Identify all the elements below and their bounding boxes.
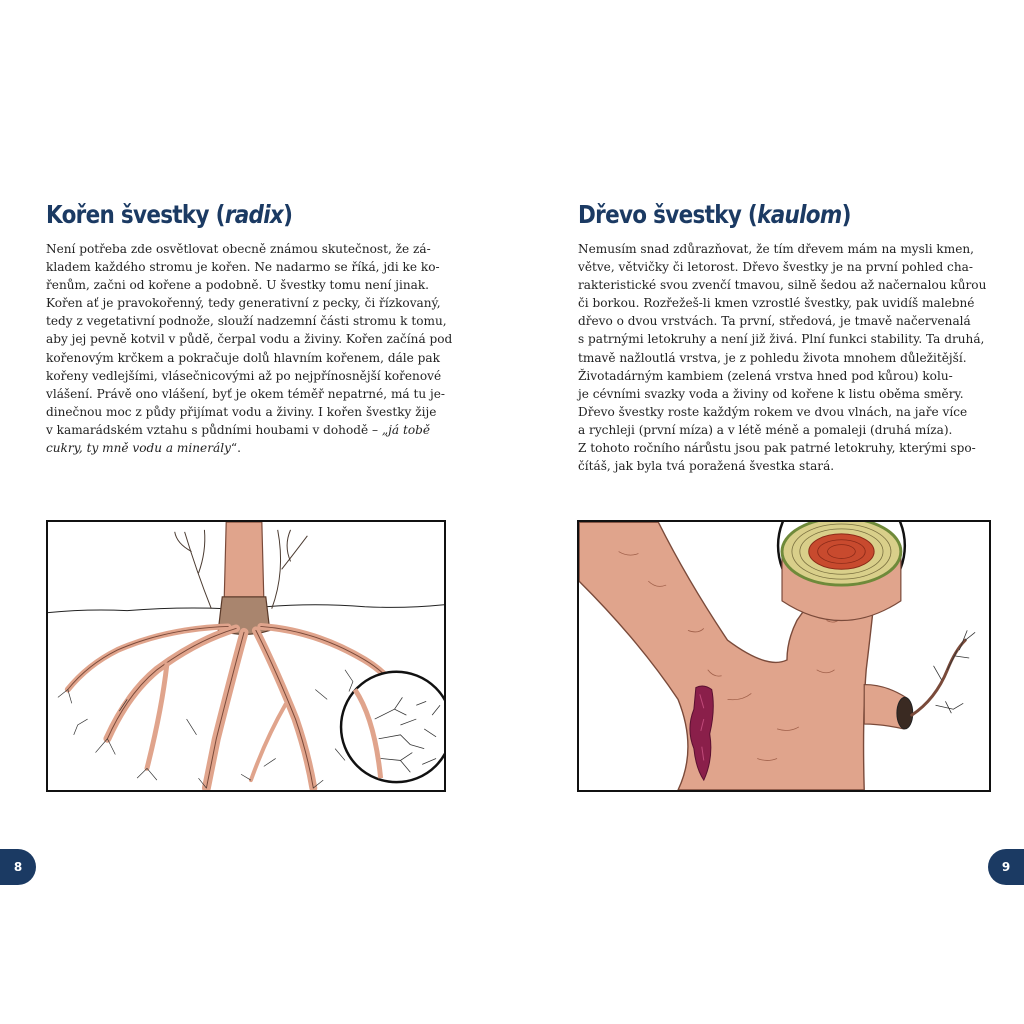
plum-root-system-drawing	[48, 522, 444, 790]
paragraph-line: dřevo o dvou vrstvách. Ta první, středová, je tmavě načervenalá	[578, 314, 971, 329]
paragraph-line: větve, větvičky či letorost. Dřevo švestky je na první pohled cha-	[578, 260, 973, 275]
heading-latin: kaulom	[757, 200, 842, 229]
paragraph-line: v kamarádském vztahu s půdními houbami v dohodě –	[46, 422, 382, 437]
heading-text: Dřevo švestky (	[578, 200, 758, 229]
page-number-tab: 8	[0, 849, 36, 885]
paragraph-line: Nemusím snad zdůrazňovat, že tím dřevem mám na mysli kmen,	[578, 242, 974, 256]
paragraph-quote-end: cukry, ty mně vodu a minerály	[46, 441, 231, 456]
page-left-paragraph	[46, 240, 453, 457]
paragraph-line: Kořen ať je pravokořenný, tedy generativní z pecky, či řízkovaný,	[46, 296, 441, 311]
paragraph-line: Dřevo švestky roste každým rokem ve dvou vlnách, na jaře více	[578, 404, 968, 419]
trunk-illustration	[577, 520, 991, 792]
paragraph-line: dinečnou moc z půdy přijímat vodu a živiny. I kořen švestky žije	[46, 404, 437, 419]
paragraph-quote-start: „já tobě	[381, 422, 430, 437]
paragraph-line: s patrnými letokruhy a není již živá. Plní funkci stability. Ta druhá,	[578, 332, 985, 347]
paragraph-line: řenům, začni od kořene a podobně. U švestky tomu není jinak.	[46, 278, 429, 293]
heading-latin: radix	[224, 200, 284, 229]
paragraph-line: kladem každého stromu je kořen. Ne nadarmo se říká, jdi ke ko-	[46, 260, 440, 275]
paragraph-line: kořeny vedlejšími, vlásečnicovými až po nejpřínosnější kořenové	[46, 368, 442, 383]
paragraph-line-quote	[46, 421, 448, 439]
heading-text: Kořen švestky (	[46, 200, 225, 229]
plum-trunk-with-cross-section-drawing	[579, 522, 989, 790]
page-right-heading	[578, 200, 851, 229]
heading-close: )	[841, 200, 851, 229]
paragraph-line: Z tohoto ročního nárůstu jsou pak patrné letokruhy, kterými spo-	[578, 441, 976, 456]
paragraph-line-quote-end	[46, 439, 448, 457]
page-number-tab: 9	[988, 849, 1024, 885]
page-right	[512, 0, 1024, 1024]
paragraph-line: aby jej pevně kotvil v půdě, čerpal vodu a živiny. Kořen začíná pod	[46, 332, 453, 347]
paragraph-end: “.	[230, 441, 241, 456]
paragraph-line: či borkou. Rozřežeš-li kmen vzrostlé švestky, pak uvidíš malebné	[578, 296, 975, 311]
heading-close: )	[283, 200, 293, 229]
paragraph-line: kořenovým krčkem a pokračuje dolů hlavním kořenem, dále pak	[46, 350, 440, 365]
paragraph-line: rakteristické svou zvenčí tmavou, silně šedou až načernalou kůrou	[578, 278, 987, 293]
page-left-heading	[46, 200, 292, 229]
paragraph-line: čítáš, jak byla tvá poražená švestka stará.	[578, 459, 835, 474]
paragraph-line: je cévními svazky voda a živiny od kořene k listu oběma směry.	[578, 386, 964, 401]
root-illustration	[46, 520, 446, 792]
paragraph-line: vlášení. Právě ono vlášení, byť je okem téměř nepatrné, má tu je-	[46, 386, 445, 401]
paragraph-line: tmavě nažloutlá vrstva, je z pohledu života mnohem důležitější.	[578, 350, 967, 365]
paragraph-line: Životadárným kambiem (zelená vrstva hned pod kůrou) kolu-	[578, 368, 953, 383]
paragraph-line: tedy z vegetativní podnože, slouží nadzemní části stromu k tomu,	[46, 314, 447, 329]
page-right-paragraph	[578, 240, 988, 475]
paragraph-line: a rychleji (první míza) a v létě méně a pomaleji (druhá míza).	[578, 422, 953, 437]
paragraph-line: Není potřeba zde osvětlovat obecně známou skutečnost, že zá-	[46, 242, 431, 256]
